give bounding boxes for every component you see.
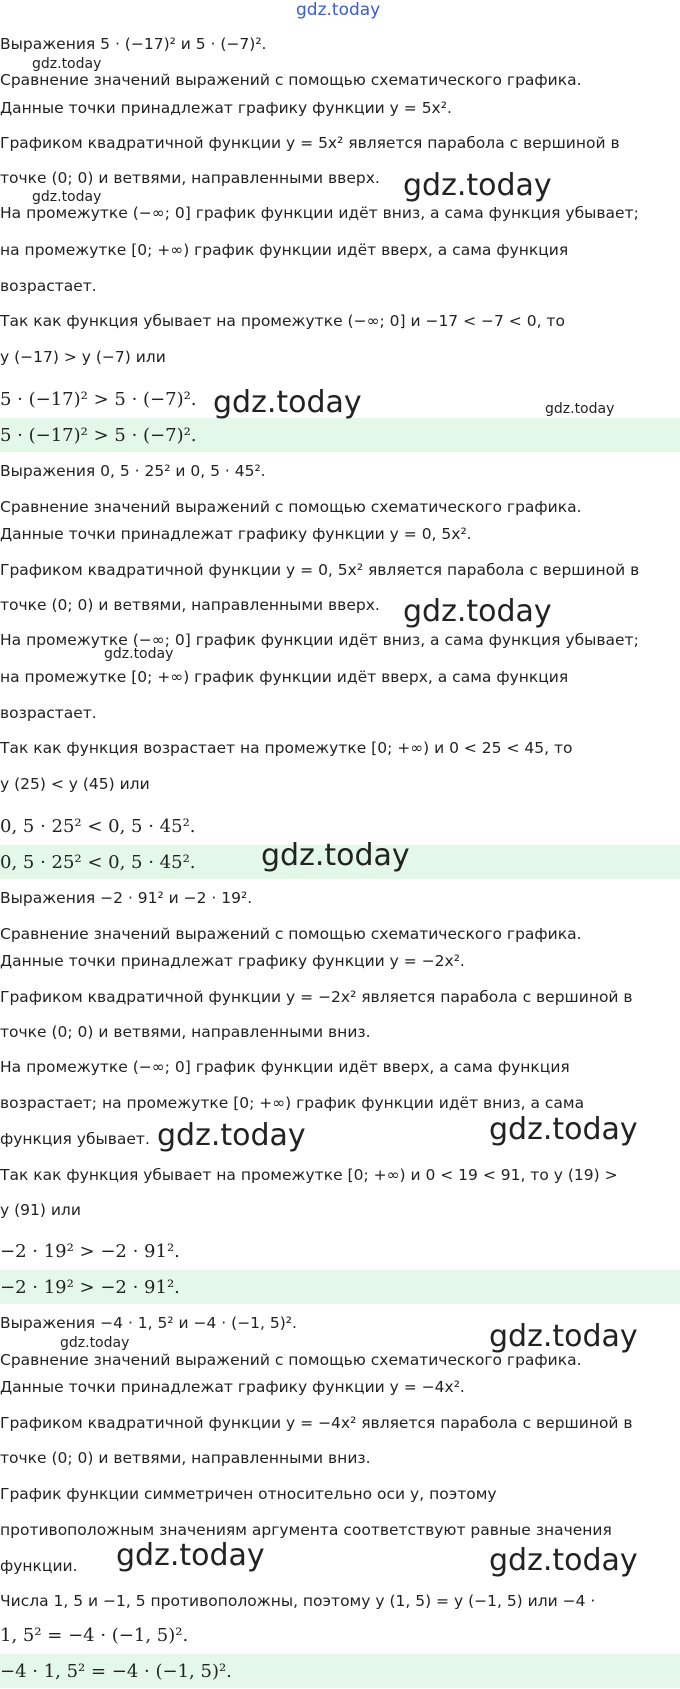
text-line: Так как функция возрастает на промежутке [0; +∞) и 0 < 25 < 45, то: [0, 739, 573, 757]
watermark-large: gdz.today: [261, 838, 410, 873]
math-line: −2 · 19² > −2 · 91².: [0, 1241, 180, 1262]
watermark-top: gdz.today: [296, 0, 381, 20]
math-line: 5 · (−17)² > 5 · (−7)².: [0, 389, 197, 410]
watermark-large: gdz.today: [157, 1118, 306, 1153]
text-line: Так как функция убывает на промежутке (−∞; 0] и −17 < −7 < 0, то: [0, 312, 565, 330]
text-line: На промежутке (−∞; 0] график функции идёт вниз, а сама функция убывает;: [0, 631, 639, 649]
text-line: y (−17) > y (−7) или: [0, 348, 166, 366]
text-line: Графиком квадратичной функции y = 0, 5x² является парабола с вершиной в: [0, 561, 640, 579]
text-line: На промежутке (−∞; 0] график функции идёт вниз, а сама функция убывает;: [0, 204, 639, 222]
text-line: Графиком квадратичной функции y = −4x² является парабола с вершиной в: [0, 1414, 633, 1432]
watermark-large: gdz.today: [489, 1543, 638, 1578]
text-line: Сравнение значений выражений с помощью схематического графика.: [0, 925, 582, 943]
watermark-small: gdz.today: [545, 401, 615, 417]
text-line: функция убывает.: [0, 1130, 150, 1148]
text-line: на промежутке [0; +∞) график функции идёт вверх, а сама функция: [0, 668, 569, 686]
answer-line: 0, 5 · 25² < 0, 5 · 45².: [0, 852, 196, 873]
text-line: точке (0; 0) и ветвями, направленными вверх.: [0, 169, 380, 187]
watermark-large: gdz.today: [403, 168, 552, 203]
text-line: Графиком квадратичной функции y = 5x² является парабола с вершиной в: [0, 134, 620, 152]
text-line: Графиком квадратичной функции y = −2x² является парабола с вершиной в: [0, 988, 633, 1006]
text-line: точке (0; 0) и ветвями, направленными вверх.: [0, 596, 380, 614]
watermark-large: gdz.today: [403, 594, 552, 629]
text-line: противоположным значениям аргумента соответствуют равные значения: [0, 1521, 612, 1539]
text-line: Так как функция убывает на промежутке [0; +∞) и 0 < 19 < 91, то y (19) >: [0, 1166, 618, 1184]
watermark-large: gdz.today: [489, 1319, 638, 1354]
text-line: возрастает; на промежутке [0; +∞) график функции идёт вниз, а сама: [0, 1094, 585, 1112]
watermark-large: gdz.today: [489, 1112, 638, 1147]
text-line: на промежутке [0; +∞) график функции идёт вверх, а сама функция: [0, 241, 569, 259]
text-line: На промежутке (−∞; 0] график функции идёт вверх, а сама функция: [0, 1058, 570, 1076]
expression-heading: Выражения −2 · 91² и −2 · 19².: [0, 889, 253, 907]
watermark-small: gdz.today: [60, 1335, 130, 1351]
math-line: 1, 5² = −4 · (−1, 5)².: [0, 1625, 189, 1646]
text-line: возрастает.: [0, 704, 97, 722]
text-line: Данные точки принадлежат графику функции y = −2x².: [0, 952, 465, 970]
expression-heading: Выражения 5 · (−17)² и 5 · (−7)².: [0, 35, 267, 53]
text-line: Сравнение значений выражений с помощью схематического графика.: [0, 71, 582, 89]
answer-line: −2 · 19² > −2 · 91².: [0, 1277, 180, 1298]
watermark-large: gdz.today: [213, 385, 362, 420]
text-line: График функции симметричен относительно оси y, поэтому: [0, 1485, 497, 1503]
text-line: Данные точки принадлежат графику функции y = 0, 5x².: [0, 525, 472, 543]
text-line: Сравнение значений выражений с помощью схематического графика.: [0, 1351, 582, 1369]
watermark-large: gdz.today: [116, 1538, 265, 1573]
text-line: Данные точки принадлежат графику функции y = −4x².: [0, 1378, 465, 1396]
text-line: точке (0; 0) и ветвями, направленными вниз.: [0, 1023, 371, 1041]
text-line: возрастает.: [0, 277, 97, 295]
expression-heading: Выражения −4 · 1, 5² и −4 · (−1, 5)².: [0, 1314, 297, 1332]
math-line: 0, 5 · 25² < 0, 5 · 45².: [0, 816, 196, 837]
watermark-small: gdz.today: [32, 56, 102, 72]
text-line: Сравнение значений выражений с помощью схематического графика.: [0, 498, 582, 516]
text-line: y (25) < y (45) или: [0, 775, 150, 793]
text-line: Числа 1, 5 и −1, 5 противоположны, поэтому y (1, 5) = y (−1, 5) или −4 ·: [0, 1592, 596, 1610]
watermark-small: gdz.today: [32, 189, 102, 205]
text-line: Данные точки принадлежат графику функции y = 5x².: [0, 99, 452, 117]
answer-line: 5 · (−17)² > 5 · (−7)².: [0, 425, 197, 446]
watermark-small: gdz.today: [104, 646, 174, 662]
text-line: функции.: [0, 1557, 78, 1575]
text-line: точке (0; 0) и ветвями, направленными вниз.: [0, 1449, 371, 1467]
answer-line: −4 · 1, 5² = −4 · (−1, 5)².: [0, 1661, 232, 1682]
expression-heading: Выражения 0, 5 · 25² и 0, 5 · 45².: [0, 462, 266, 480]
text-line: y (91) или: [0, 1201, 81, 1219]
